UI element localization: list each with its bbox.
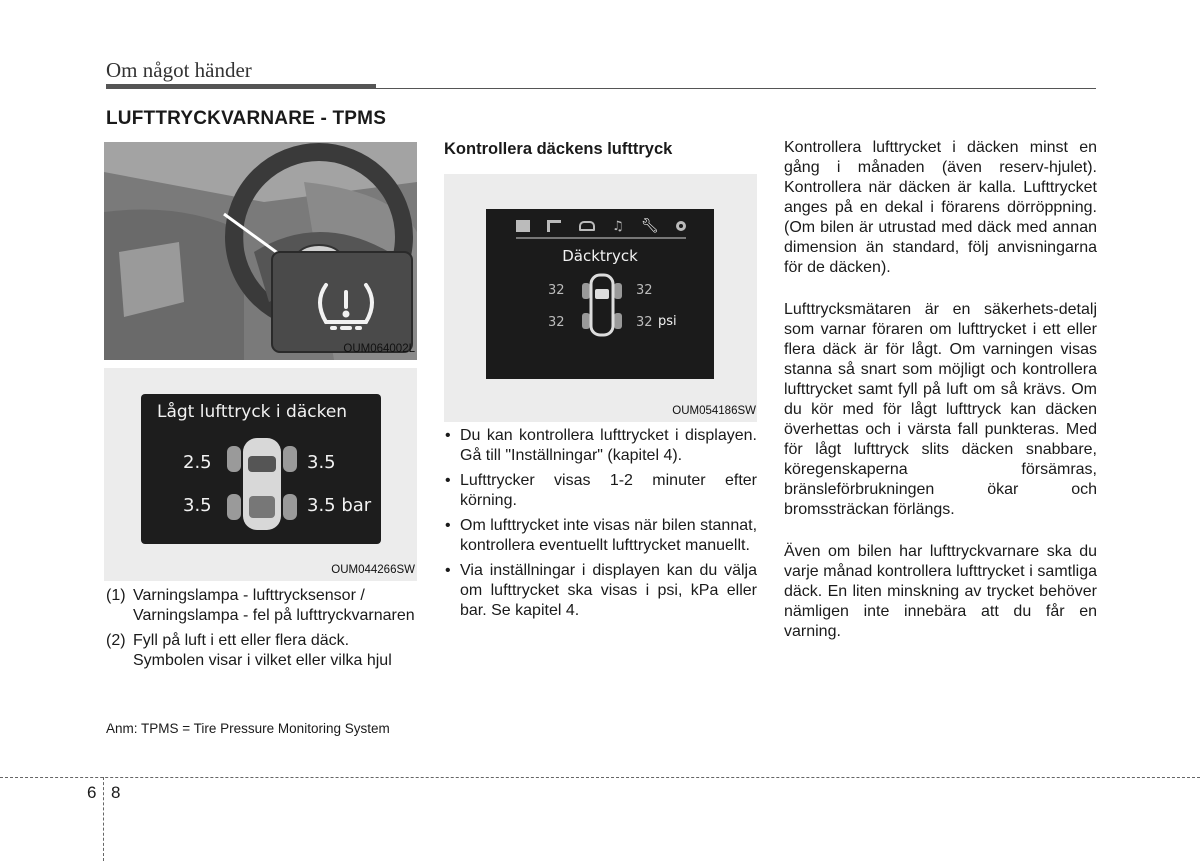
list-item: • Via inställningar i displayen kan du välja om lufttrycket ska visas i psi, kPa eller bar. Se kapitel 4. xyxy=(444,561,757,621)
pressure-rear-left: 32 xyxy=(548,315,565,330)
dashboard-photo xyxy=(104,142,417,360)
chapter-number: 6 xyxy=(87,783,97,802)
pressure-rear-right: 3.5 bar xyxy=(307,495,372,516)
tire-pressure-display xyxy=(486,209,714,379)
figure-legend xyxy=(106,586,418,676)
footer-divider xyxy=(0,777,1200,778)
pressure-rear-right: 32 xyxy=(636,315,653,330)
page-number: 8 xyxy=(111,783,121,802)
car-top-view-icon xyxy=(582,273,622,337)
legend-item: (2) Fyll på luft i ett eller flera däck. Symbolen visar i vilket eller vilka hjul xyxy=(106,632,392,669)
list-item: • Du kan kontrollera lufttrycket i displayen. Gå till "Inställningar" (kapitel 4). xyxy=(444,426,757,466)
gear-icon xyxy=(676,221,686,231)
section-title: LUFTTRYCKVARNARE - TPMS xyxy=(106,108,387,129)
settings-menu-icons xyxy=(516,217,686,235)
car-icon xyxy=(579,221,595,231)
header-rule-thin xyxy=(376,88,1096,89)
pressure-front-right: 32 xyxy=(636,283,653,298)
list-item: • Om lufttrycket inte visas när bilen stannat, kontrollera eventuellt lufttrycket manuellt. xyxy=(444,516,757,556)
low-pressure-display xyxy=(141,394,381,544)
door-icon xyxy=(547,220,561,232)
car-top-view-icon xyxy=(227,434,297,534)
pressure-rear-left: 3.5 xyxy=(183,495,212,516)
pressure-front-left: 32 xyxy=(548,283,565,298)
footer-divider-vertical xyxy=(103,777,104,861)
paragraph: Lufttrycksmätaren är en säkerhets-detalj som varnar föraren om lufttrycket i ett eller flera däck är för lågt. Om varningen visas stanna så snart som möjligt och kontrollera lufttrycket samt fyll på luft om så krävs. Om du kör med för lågt lufttryck kan däcken överhettas och i värsta fall punkteras. Med för lågt lufttryck slits däcken snabbare, köregenskaperna försämras, bränsleförbrukningen ökar och bromssträckan förlängs. xyxy=(784,301,1097,518)
pressure-unit: psi xyxy=(658,314,677,329)
header-rule-thick xyxy=(106,84,376,89)
display-title: Däcktryck xyxy=(562,247,638,265)
figure-code: OUM054186SW xyxy=(672,405,756,417)
wrench-icon: 🔧︎ xyxy=(640,218,659,234)
figure-code: OUM044266SW xyxy=(331,564,415,576)
paragraph: Kontrollera lufttrycket i däcken minst en gång i månaden (även reserv-hjulet). Kontrollera när däcken är kalla. Lufttrycket anges på en dekal i förarens dörröppning. (Om bilen är utrustad med däck med annan dimension än standard, följ anvisningarna för de däcken). xyxy=(784,139,1097,276)
abbreviation-note: Anm: TPMS = Tire Pressure Monitoring System xyxy=(106,721,390,736)
pressure-front-right: 3.5 xyxy=(307,452,336,473)
legend-item: (1) Varningslampa - lufttrycksensor / Varningslampa - fel på lufttryckvarnaren xyxy=(106,587,415,624)
list-item: • Lufttrycker visas 1-2 minuter efter körning. xyxy=(444,471,757,511)
pressure-front-left: 2.5 xyxy=(183,452,212,473)
display-title: Lågt lufttryck i däcken xyxy=(157,402,348,422)
bullet-list xyxy=(444,426,757,626)
figure-code: OUM064002L xyxy=(343,343,415,355)
vehicle-settings-icon xyxy=(516,220,530,232)
paragraph: Även om bilen har lufttryckvarnare ska du varje månad kontrollera lufttrycket i samtliga däck. En liten minskning av trycket behöver nämligen inte innebära att du får en varning. xyxy=(784,543,1097,640)
music-icon: ♫ xyxy=(611,218,624,234)
running-header: Om något händer xyxy=(106,58,252,82)
subsection-heading: Kontrollera däckens lufttryck xyxy=(444,140,673,158)
body-text-column xyxy=(784,138,1097,664)
